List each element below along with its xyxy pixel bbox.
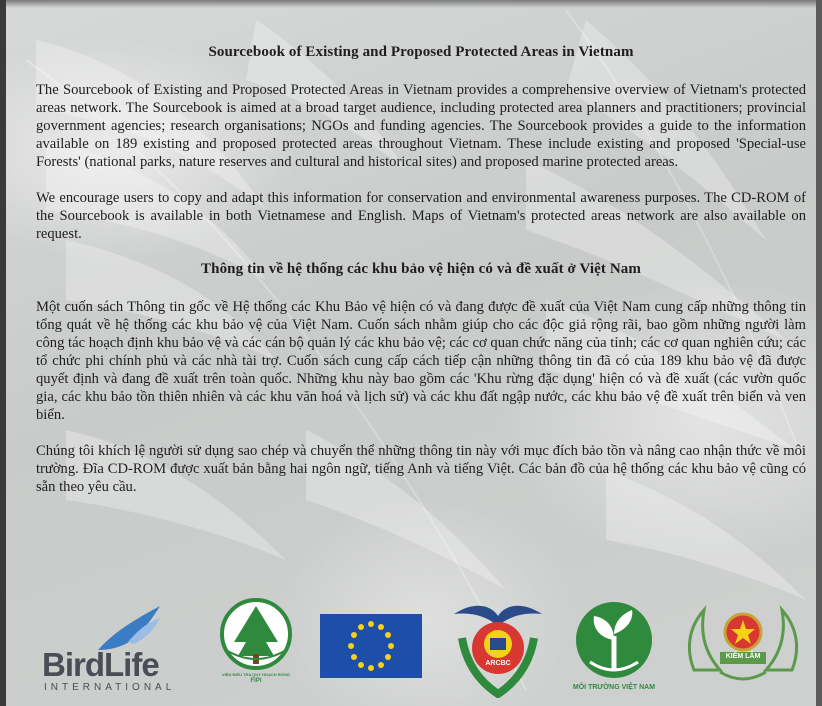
arcbc-emblem-icon bbox=[446, 598, 550, 698]
english-paragraph-1: The Sourcebook of Existing and Proposed Protected Areas in Vietnam provides a comprehensive overview of Vietnam's protected areas network. The Sourcebook is aimed at a broad target audience, including protected area planners and practitioners; provincial government agencies; research organisations; NGOs and funding agencies. The Sourcebook provides a guide to the information available on 189 existing and proposed protected areas throughout Vietnam. These include existing and proposed 'Special-use Forests' (national parks, nature reserves and cultural and historical sites) and proposed marine protected areas. bbox=[36, 82, 806, 170]
arcbc-logo bbox=[446, 598, 550, 698]
arcbc-label: ARCBC bbox=[485, 660, 511, 667]
vietnamese-paragraph-1: Một cuốn sách Thông tin gốc về Hệ thống các Khu Bảo vệ hiện có và đang được đề xuất của Việt Nam cung cấp những thông tin tổng quát về hệ thống các khu bảo vệ của Việt Nam. Cuốn sách nhằm giúp cho các độc giả rộng rãi, bao gồm những người làm công tác hoạch định khu bảo vệ và các cán bộ quản lý các khu bảo vệ; các cơ quan chức năng của tỉnh; các cơ quan nghiên cứu; các tổ chức phi chính phủ và các nhà tài trợ. Cuốn sách cung cấp cách tiếp cận những thông tin đã có của 189 khu bảo vệ đã được quyết định và đang đề xuất trên toàn quốc. Những khu này bao gồm các 'Khu rừng đặc dụng' hiện có và đề xuất (các vườn quốc gia, các khu bảo tồn thiên nhiên và các khu văn hoá và lịch sử) và các khu đất ngập nước, các khu bảo vệ đề xuất trên biển và ven biển. bbox=[36, 299, 806, 423]
moi-truong-viet-nam-logo bbox=[572, 600, 656, 694]
partner-logos bbox=[36, 596, 816, 700]
kiem-lam-logo bbox=[680, 600, 806, 692]
birdlife-logo bbox=[42, 602, 192, 696]
fipi-label: FIPI bbox=[250, 678, 262, 684]
kiem-lam-caption: KIỂM LÂM bbox=[725, 653, 761, 660]
text-content bbox=[36, 44, 806, 496]
english-paragraph-2: We encourage users to copy and adapt this information for conservation and environmental awareness purposes. The CD-ROM of the Sourcebook is available in both Vietnamese and English. Maps of Vietnam's protected areas network are also available on request. bbox=[36, 190, 806, 242]
sprout-icon bbox=[572, 600, 656, 684]
vietnamese-paragraph-2: Chúng tôi khích lệ người sử dụng sao chép và chuyển thể những thông tin này với mục đích bảo tồn và nâng cao nhận thức về môi trường. Đĩa CD-ROM được xuất bản bằng hai ngôn ngữ, tiếng Anh và tiếng Việt. Các bản đồ của hệ thống các khu bảo vệ cũng có sẵn theo yêu cầu. bbox=[36, 443, 806, 495]
fipi-caption: VIỆN ĐIỀU TRA QUY HOẠCH RỪNG bbox=[222, 672, 290, 677]
birdlife-wordmark: BirdLife bbox=[42, 646, 159, 683]
fipi-logo bbox=[216, 598, 296, 684]
kiem-lam-emblem-icon bbox=[680, 600, 806, 692]
vietnamese-title: Thông tin về hệ thống các khu bảo vệ hiện có và đề xuất ở Việt Nam bbox=[201, 261, 641, 277]
birdlife-subtitle: INTERNATIONAL bbox=[44, 682, 176, 693]
eu-flag-logo bbox=[320, 614, 422, 678]
eu-stars-icon bbox=[320, 614, 422, 678]
moi-truong-caption: MÔI TRƯỜNG VIỆT NAM bbox=[572, 684, 656, 691]
english-title: Sourcebook of Existing and Proposed Protected Areas in Vietnam bbox=[208, 44, 634, 60]
